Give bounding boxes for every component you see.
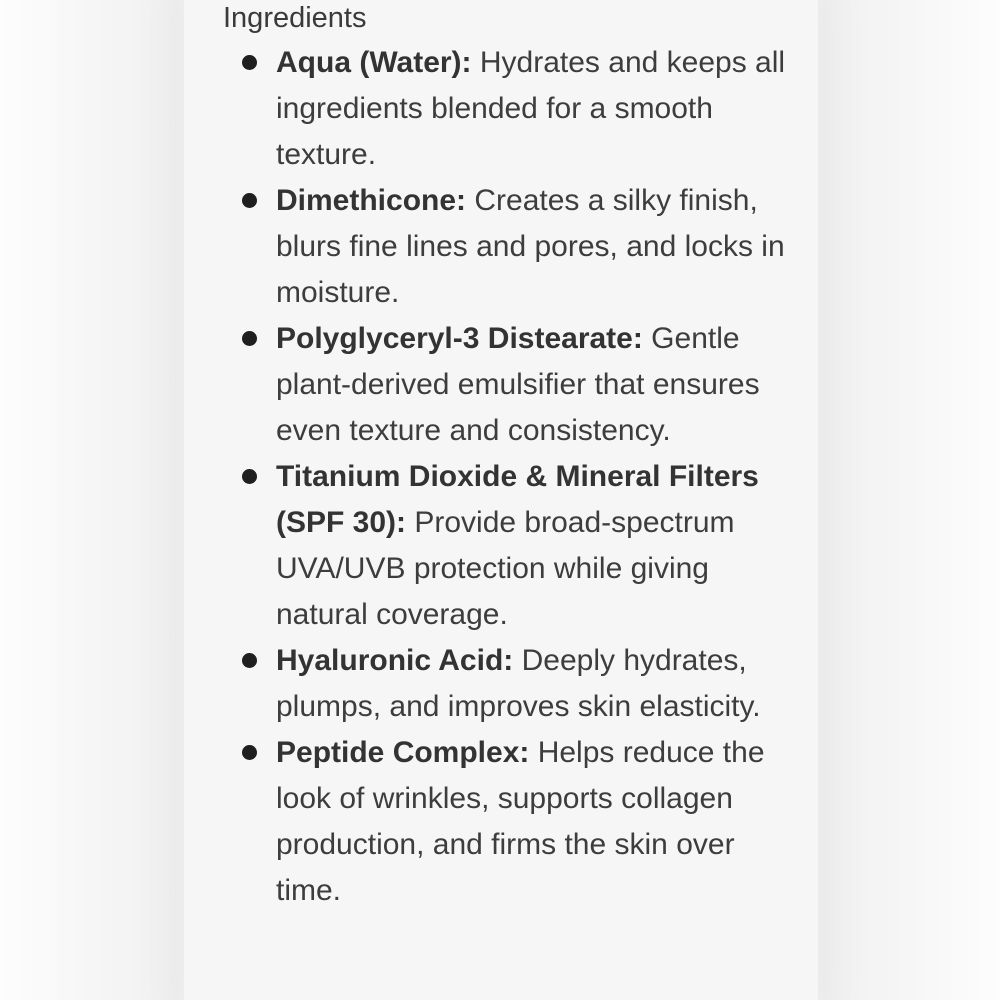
ingredient-name: Polyglyceryl-3 Distearate: <box>276 322 643 355</box>
bullet-icon <box>242 193 257 208</box>
list-item <box>184 178 818 316</box>
bullet-icon <box>242 653 257 668</box>
bullet-icon <box>242 745 257 760</box>
ingredient-description: Hydrates and keeps all ingredients blended for a smooth texture. <box>276 46 786 171</box>
bullet-icon <box>242 469 257 484</box>
ingredient-description: Creates a silky finish, blurs fine lines and pores, and locks in moisture. <box>276 184 785 309</box>
ingredients-panel <box>184 0 818 1000</box>
ingredient-name: Dimethicone: <box>276 184 467 217</box>
ingredient-name: Titanium Dioxide & Mineral Filters (SPF 30): <box>276 460 759 539</box>
ingredient-description: Gentle plant-derived emulsifier that ensures even texture and consistency. <box>276 322 760 447</box>
ingredient-description: Helps reduce the look of wrinkles, supports collagen production, and firms the skin over time. <box>276 736 765 907</box>
list-item <box>184 638 818 730</box>
ingredient-description: Deeply hydrates, plumps, and improves skin elasticity. <box>276 644 761 723</box>
list-item <box>184 730 818 914</box>
list-item <box>184 40 818 178</box>
ingredient-name: Hyaluronic Acid: <box>276 644 514 677</box>
list-item <box>184 316 818 454</box>
section-heading: Ingredients <box>223 2 367 34</box>
ingredient-list <box>184 40 818 914</box>
ingredient-name: Aqua (Water): <box>276 46 472 79</box>
list-item <box>184 454 818 638</box>
bullet-icon <box>242 331 257 346</box>
ingredient-name: Peptide Complex: <box>276 736 530 769</box>
ingredient-description: Provide broad-spectrum UVA/UVB protection while giving natural coverage. <box>276 506 735 631</box>
bullet-icon <box>242 55 257 70</box>
